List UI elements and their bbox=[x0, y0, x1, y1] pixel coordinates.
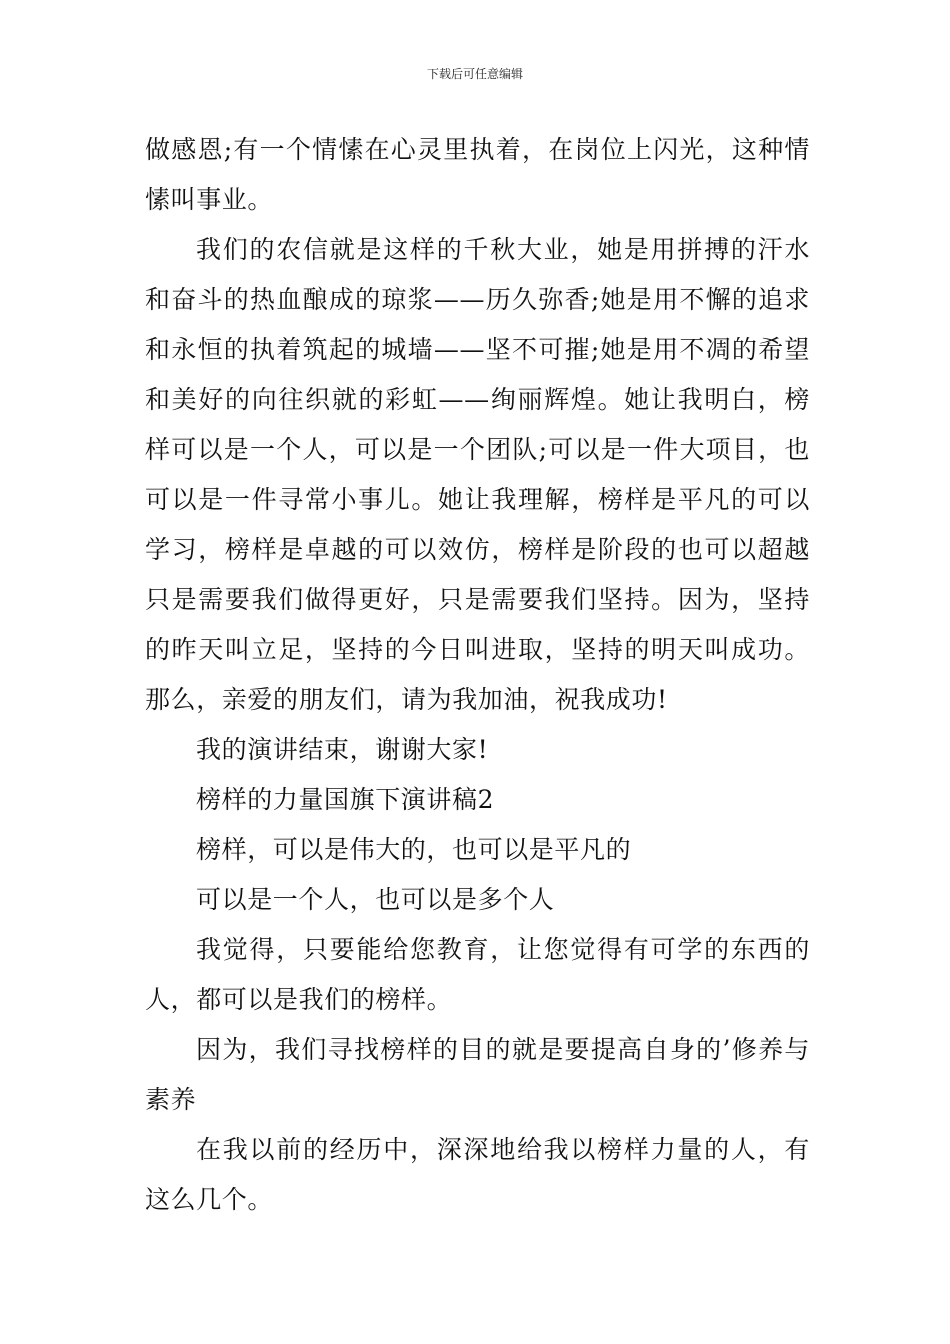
paragraph: 可以是一个人，也可以是多个人 bbox=[196, 885, 555, 914]
paragraph: 我的演讲结束，谢谢大家! bbox=[196, 735, 489, 764]
section-heading: 榜样的力量国旗下演讲稿2 bbox=[196, 785, 495, 814]
page-header: 下载后可任意编辑 bbox=[426, 67, 523, 81]
paragraph: 在我以前的经历中，深深地给我以榜样力量的人，有这么几个。 bbox=[145, 1135, 810, 1214]
paragraph: 因为，我们寻找榜样的目的就是要提高自身的’修养与素养 bbox=[145, 1035, 810, 1114]
paragraph: 我们的农信就是这样的千秋大业，她是用拼搏的汗水和奋斗的热血酿成的琼浆——历久弥香;她是用不懈的追求和永恒的执着筑起的城墙——坚不可摧;她是用不凋的希望和美好的向往织就的彩虹——绚丽辉煌。她让我明白，榜样可以是一个人，可以是一个团队;可以是一件大项目，也可以是一件寻常小事儿。她让我理解，榜样是平凡的可以学习，榜样是卓越的可以效仿，榜样是阶段的也可以超越只是需要我们做得更好，只是需要我们坚持。因为，坚持的昨天叫立足，坚持的今日叫进取，坚持的明天叫成功。那么，亲爱的朋友们，请为我加油，祝我成功! bbox=[145, 235, 810, 714]
document-body bbox=[145, 125, 810, 1225]
paragraph: 做感恩;有一个情愫在心灵里执着，在岗位上闪光，这种情愫叫事业。 bbox=[145, 135, 810, 214]
paragraph: 我觉得，只要能给您教育，让您觉得有可学的东西的人，都可以是我们的榜样。 bbox=[145, 935, 810, 1014]
paragraph: 榜样，可以是伟大的，也可以是平凡的 bbox=[196, 835, 632, 864]
